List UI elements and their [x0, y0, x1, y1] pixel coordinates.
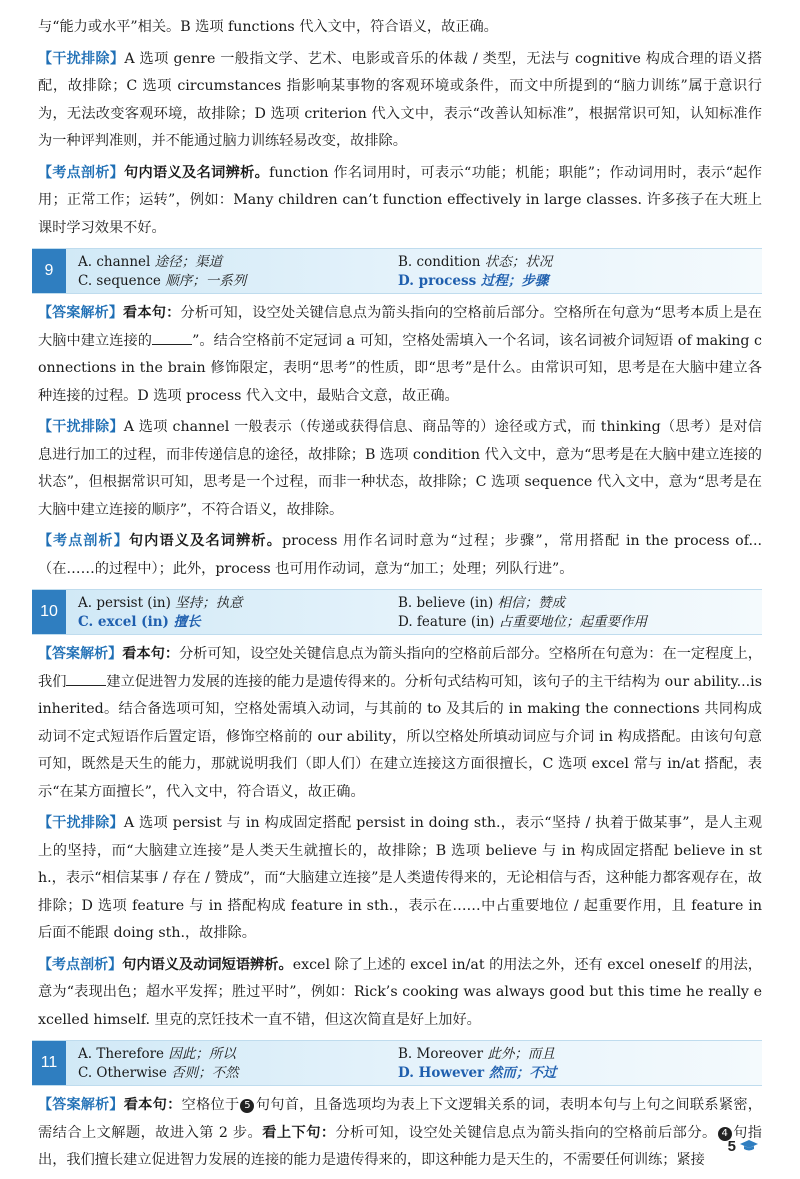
- paragraph-text: A 选项 channel 一般表示（传递或获得信息、商品等的）途径或方式，而 thinking（思考）是对信息进行加工的过程，而非传递信息的途径，故排除；B 选项 condition 代入文中，意为“思考是在大脑中建立连接的状态”，但根据常识可知，思考是一个过程，而非一种状态，故排除；C 选项 sequence 代入文中，意为“思考是在大脑中建立连接的顺序”，不符合语义，故排除。: [38, 419, 762, 518]
- option-c: [78, 272, 246, 290]
- page-number-text: 5: [727, 1138, 736, 1155]
- analysis-heading: 句内语义及名词辨析。: [123, 164, 270, 181]
- analysis-heading: 句内语义及名词辨析。: [128, 533, 283, 549]
- paragraph-continuation: [38, 14, 762, 42]
- label-distractor: 【干扰排除】: [38, 419, 124, 435]
- option-meaning: 状态；状况: [484, 254, 553, 270]
- paragraph-text: 建立促进智力发展的连接的能力是遗传得来的。分析句式结构可知，该句子的主干结构为 our ability...is inherited。结合备选项可知，空格处需填入动词，与其前的 to 及其后的 in making the connections 共同构成动词不定式短语作后置定语，修饰空格前的 our ability，所以空格处所填动词应与介词 in 构成搭配。由该句句意可知，既然是天生的能力，那就说明我们（即人们）在建立连接这方面很擅长，C 选项 excel 常与 in/at 搭配，表示“在某方面擅长”，代入文中，符合语义，故正确。: [38, 673, 762, 800]
- paragraph-text: function 作名词用时，可表示“功能；机能；职能”；作动词用时，表示“起作用；正常工作；运转”，例如：Many children can’t function effectively in large classes. 许多孩子在大班上课时学习效果不好。: [38, 164, 762, 236]
- paragraph-analysis-8: [38, 160, 762, 243]
- option-meaning: 此外；而且: [487, 1046, 555, 1062]
- graduation-cap-icon: [740, 1140, 758, 1152]
- paragraph-text: 句指出，我们擅长建立促进智力发展的连接的能力是遗传得来的，即这种能力是天生的，不需要任何训练；紧接: [38, 1124, 762, 1168]
- option-word: B. condition: [398, 254, 481, 270]
- question-10-options: [32, 589, 762, 635]
- paragraph-text: ”。结合空格前不定冠词 a 可知，空格处需填入一个名词，该名词被介词短语 of making connections in the brain 修饰限定，表明“思考”的性质，即“思考”是什么。由常识可知，思考是在大脑中建立各种连接的过程。D 选项 process 代入文中，最贴合文意，故正确。: [38, 332, 762, 404]
- step-heading: 看上下句：: [262, 1124, 336, 1141]
- option-meaning: 占重要地位；起重要作用: [498, 614, 648, 630]
- option-b: [398, 1045, 555, 1063]
- option-word: D. feature (in): [398, 614, 495, 630]
- paragraph-text: process 用作名词时意为“过程；步骤”，常用搭配 in the process of...（在……的过程中）；此外，process 也可用作动词，意为“加工；处理；列队行进”。: [38, 533, 762, 577]
- option-d-correct: [398, 1064, 556, 1082]
- page-number: [728, 1138, 758, 1155]
- question-9-options: [32, 248, 762, 294]
- paragraph-text: A 选项 persist 与 in 构成固定搭配 persist in doing sth.，表示“坚持 / 执着于做某事”，是人主观上的坚持，而“大脑建立连接”是人类天生就擅长的，故排除；B 选项 believe 与 in 构成固定搭配 believe in sth.，表示“相信某事 / 存在 / 赞成”，而“大脑建立连接”是人类遗传得来的，无论相信与否，这种能力都客观存在，故排除；D 选项 feature 与 in 搭配构成 feature in sth.，表示在……中占重要地位 / 起重要作用，且 feature in 后面不能跟 doing sth.，故排除。: [38, 815, 763, 941]
- step-heading: 看本句：: [122, 646, 180, 662]
- paragraph-text: 句句首，且备选项均为表上下文逻辑关系的词，表明本句与上句之间联系紧密，需结合上文解题，故进入第 2 步。: [38, 1097, 762, 1141]
- label-answer: 【答案解析】: [38, 1097, 124, 1113]
- option-word: A. Therefore: [78, 1046, 165, 1062]
- blank-line: [152, 330, 192, 345]
- question-number: 10: [32, 590, 66, 634]
- option-word: B. Moreover: [398, 1046, 484, 1062]
- paragraph-analysis-9: [38, 528, 762, 583]
- step-heading: 看本句：: [123, 305, 181, 321]
- option-word: C. sequence: [78, 273, 161, 289]
- paragraph-answer-9: [38, 300, 762, 410]
- paragraph-text: 与“能力或水平”相关。B 选项 functions 代入文中，符合语义，故正确。: [38, 19, 498, 35]
- option-a: [78, 594, 243, 612]
- label-analysis: 【考点剖析】: [38, 164, 124, 181]
- option-a: [78, 253, 222, 271]
- paragraph-text: excel 除了上述的 excel in/at 的用法之外，还有 excel oneself 的用法，意为“表现出色；超水平发挥；胜过平时”，例如：Rick’s cooking was always good but this time he really excelled himself. 里克的烹饪技术一直不错，但这次简直是好上加好。: [38, 956, 762, 1028]
- label-analysis: 【考点剖析】: [38, 956, 123, 973]
- label-answer: 【答案解析】: [38, 305, 124, 321]
- paragraph-distractor-9: [38, 414, 762, 524]
- label-distractor: 【干扰排除】: [38, 50, 125, 67]
- option-b: [398, 253, 552, 271]
- paragraph-distractor-10: [38, 810, 762, 948]
- option-meaning: 顺序；一系列: [165, 273, 247, 289]
- option-meaning: 因此；所以: [168, 1046, 236, 1062]
- option-meaning: 途径；渠道: [154, 254, 223, 270]
- label-distractor: 【干扰排除】: [38, 815, 124, 831]
- option-word: A. channel: [78, 254, 151, 270]
- option-word: B. believe (in): [398, 595, 494, 611]
- analysis-heading: 句内语义及动词短语辨析。: [122, 956, 293, 973]
- option-c: [78, 1064, 239, 1082]
- label-analysis: 【考点剖析】: [38, 533, 129, 549]
- page-content: [38, 14, 762, 1179]
- question-number: 9: [32, 249, 66, 293]
- sentence-number-badge: 4: [718, 1127, 732, 1141]
- paragraph-distractor-8: [38, 46, 762, 156]
- option-meaning: 坚持；执意: [175, 595, 243, 611]
- paragraph-answer-11: [38, 1092, 762, 1175]
- step-heading: 看本句：: [123, 1097, 182, 1113]
- option-c-correct: [78, 613, 201, 631]
- paragraph-analysis-10: [38, 952, 762, 1035]
- option-d-correct: [398, 272, 548, 290]
- sentence-number-badge: 5: [240, 1099, 254, 1113]
- option-b: [398, 594, 565, 612]
- question-11-options: [32, 1040, 762, 1086]
- blank-line: [66, 671, 106, 686]
- option-d: [398, 613, 647, 631]
- option-meaning: 擅长: [173, 614, 201, 630]
- label-answer: 【答案解析】: [38, 646, 123, 662]
- paragraph-answer-10: [38, 641, 762, 806]
- option-word: C. Otherwise: [78, 1065, 167, 1081]
- paragraph-text: A 选项 genre 一般指文学、艺术、电影或音乐的体裁 / 类型，无法与 cognitive 构成合理的语义搭配，故排除；C 选项 circumstances 指影响某事物的客观环境或条件，而文中所提到的“脑力训练”属于意识行为，无法改变客观环境，故排除；D 选项 criterion 代入文中，表示“改善认知标准”，根据常识可知，认知标准作为一种评判准则，并不能通过脑力训练轻易改变，故排除。: [38, 50, 762, 149]
- question-number: 11: [32, 1041, 66, 1085]
- paragraph-text: 分析可知，设空处关键信息点为箭头指向的空格前后部分。: [335, 1124, 717, 1141]
- option-meaning: 然而；不过: [488, 1065, 557, 1081]
- paragraph-text: 分析可知，设空处关键信息点为箭头指向的空格前后部分。空格所在句意为“思考本质上是在大脑中建立连接的: [38, 305, 762, 349]
- paragraph-text: 分析可知，设空处关键信息点为箭头指向的空格前后部分。空格所在句意为：在一定程度上，我们: [38, 646, 762, 690]
- option-meaning: 否则；不然: [171, 1065, 239, 1081]
- option-meaning: 相信；赞成: [497, 595, 566, 611]
- option-word: C. excel (in): [78, 614, 169, 630]
- option-word: A. persist (in): [78, 595, 171, 611]
- option-a: [78, 1045, 236, 1063]
- option-meaning: 过程；步骤: [480, 273, 549, 289]
- paragraph-text: 空格位于: [181, 1097, 240, 1113]
- option-word: D. process: [398, 273, 477, 289]
- option-word: D. However: [398, 1065, 485, 1081]
